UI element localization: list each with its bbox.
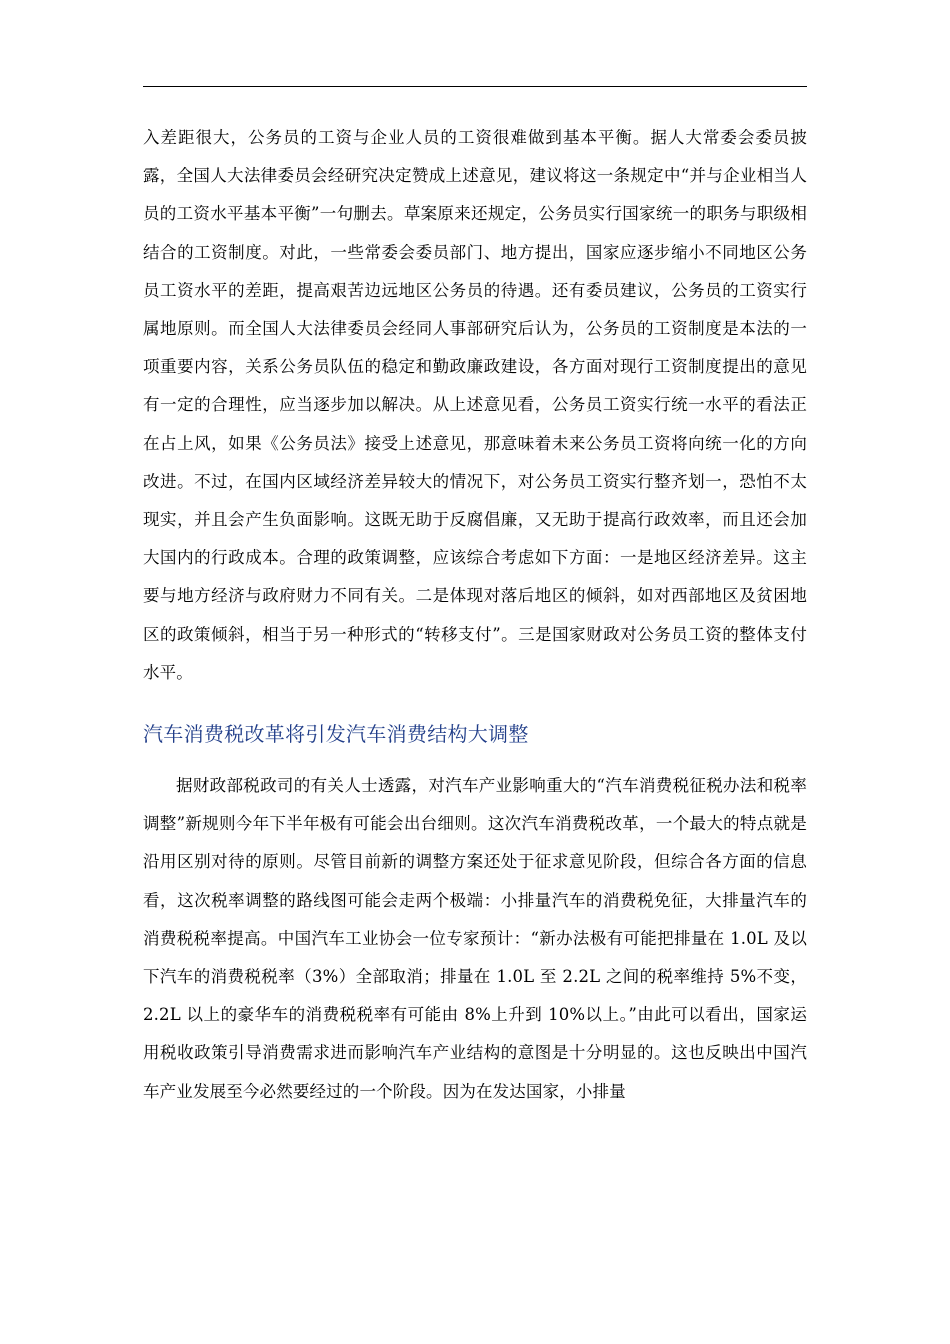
body-paragraph: 据财政部税政司的有关人士透露，对汽车产业影响重大的“汽车消费税征税办法和税率调整”新规则今年下半年极有可能会出台细则。这次汽车消费税改革，一个最大的特点就是沿用区别对待的原则。尽管目前新的调整方案还处于征求意见阶段，但综合各方面的信息看，这次税率调整的路线图可能会走两个极端：小排量汽车的消费税免征，大排量汽车的消费税税率提高。中国汽车工业协会一位专家预计：“新办法极有可能把排量在 1.0L 及以下汽车的消费税税率（3%）全部取消；排量在 1.0L 至 2.2L 之间的税率维持 5%不变，2.2L 以上的豪华车的消费税税率有可能由 8%上升到 10%以上。”由此可以看出，国家运用税收政策引导消费需求进而影响汽车产业结构的意图是十分明显的。这也反映出中国汽车产业发展至今必然要经过的一个阶段。因为在发达国家，小排量 [143,776,807,1101]
header-rule [143,86,807,87]
document-body [143,119,807,1111]
section-heading: 汽车消费税改革将引发汽车消费结构大调整 [143,722,529,747]
body-paragraph-continued: 入差距很大，公务员的工资与企业人员的工资很难做到基本平衡。据人大常委会委员披露，全国人大法律委员会经研究决定赞成上述意见，建议将这一条规定中“并与企业相当人员的工资水平基本平衡”一句删去。草案原来还规定，公务员实行国家统一的职务与职级相结合的工资制度。对此，一些常委会委员部门、地方提出，国家应逐步缩小不同地区公务员工资水平的差距，提高艰苦边远地区公务员的待遇。还有委员建议，公务员的工资实行属地原则。而全国人大法律委员会经同人事部研究后认为，公务员的工资制度是本法的一项重要内容，关系公务员队伍的稳定和勤政廉政建设，各方面对现行工资制度提出的意见有一定的合理性，应当逐步加以解决。从上述意见看，公务员工资实行统一水平的看法正在占上风，如果《公务员法》接受上述意见，那意味着未来公务员工资将向统一化的方向改进。不过，在国内区域经济差异较大的情况下，对公务员工资实行整齐划一，恐怕不太现实，并且会产生负面影响。这既无助于反腐倡廉，又无助于提高行政效率，而且还会加大国内的行政成本。合理的政策调整，应该综合考虑如下方面：一是地区经济差异。这主要与地方经济与政府财力不同有关。二是体现对落后地区的倾斜，如对西部地区及贫困地区的政策倾斜，相当于另一种形式的“转移支付”。三是国家财政对公务员工资的整体支付水平。 [143,128,807,682]
